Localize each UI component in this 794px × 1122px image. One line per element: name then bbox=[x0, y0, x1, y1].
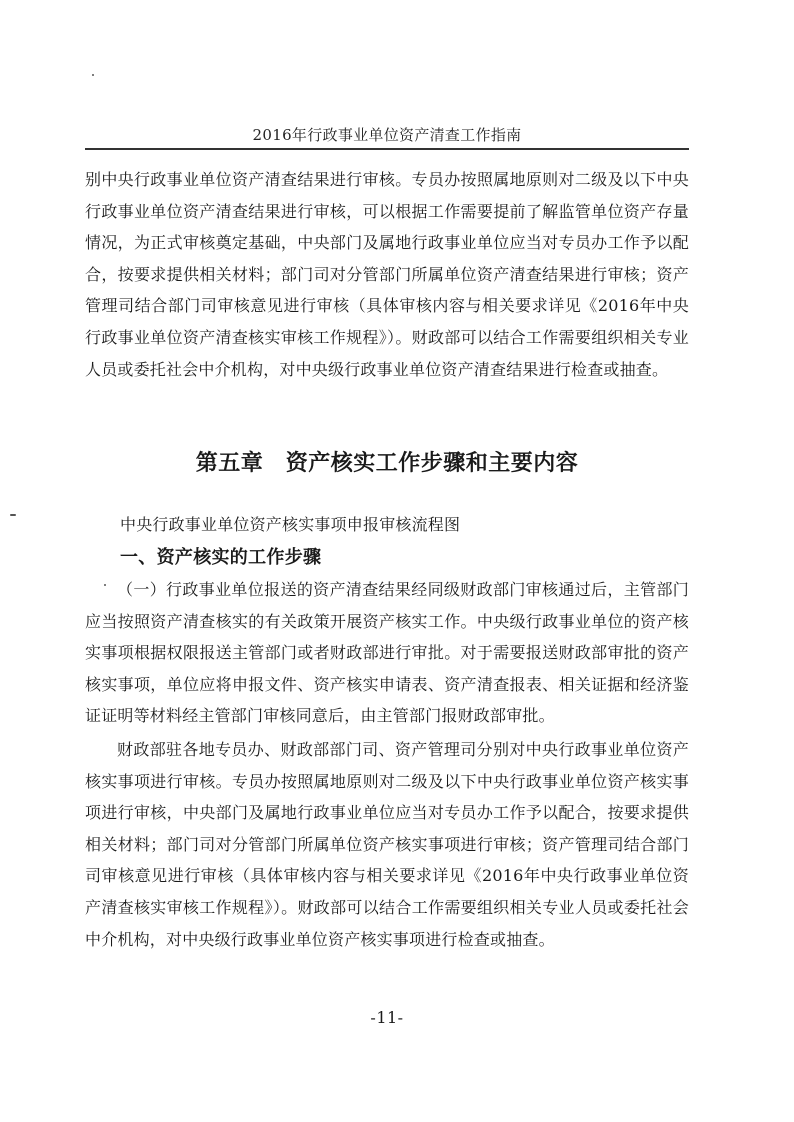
page-number: -11- bbox=[370, 1008, 404, 1027]
scan-speck bbox=[104, 584, 106, 586]
section-heading: 一、资产核实的工作步骤 bbox=[120, 547, 322, 568]
body-paragraph-3: 财政部驻各地专员办、财政部部门司、资产管理司分别对中央行政事业单位资产核实事项进行审核。专员办按照属地原则对二级及以下中央行政事业单位资产核实事项进行审核，中央部门及属地行政事业单位应当对专员办工作予以配合，按要求提供相关材料；部门司对分管部门所属单位资产核实事项进行审核；资产管理司结合部门司审核意见进行审核（具体审核内容与相关要求详见《2016年中央行政事业单位资产清查核实审核工作规程》）。财政部可以结合工作需要组织相关专业人员或委托社会中介机构，对中央级行政事业单位资产核实事项进行检查或抽查。 bbox=[85, 740, 689, 949]
running-header: 2016年行政事业单位资产清查工作指南 bbox=[252, 126, 522, 144]
body-paragraph-2: （一）行政事业单位报送的资产清查结果经同级财政部门审核通过后，主管部门应当按照资产清查核实的有关政策开展资产核实工作。中央级行政事业单位的资产核实事项根据权限报送主管部门或者财政部进行审批。对于需要报送财政部审批的资产核实事项，单位应将申报文件、资产核实申请表、资产清查报表、相关证据和经济鉴证证明等材料经主管部门审核同意后，由主管部门报财政部审批。 bbox=[85, 580, 689, 726]
chapter-title: 第五章 资产核实工作步骤和主要内容 bbox=[195, 450, 579, 476]
scan-speck bbox=[10, 514, 16, 516]
flowchart-caption: 中央行政事业单位资产核实事项申报审核流程图 bbox=[120, 515, 461, 534]
body-paragraph-1: 别中央行政事业单位资产清查结果进行审核。专员办按照属地原则对二级及以下中央行政事业单位资产清查结果进行审核，可以根据工作需要提前了解监管单位资产存量情况，为正式审核奠定基础，中央部门及属地行政事业单位应当对专员办工作予以配合，按要求提供相关材料；部门司对分管部门所属单位资产清查结果进行审核；资产管理司结合部门司审核意见进行审核（具体审核内容与相关要求详见《2016年中央行政事业单位资产清查核实审核工作规程》）。财政部可以结合工作需要组织相关专业人员或委托社会中介机构，对中央级行政事业单位资产清查结果进行检查或抽查。 bbox=[85, 170, 689, 379]
scan-speck bbox=[92, 74, 94, 76]
header-rule bbox=[85, 148, 689, 150]
